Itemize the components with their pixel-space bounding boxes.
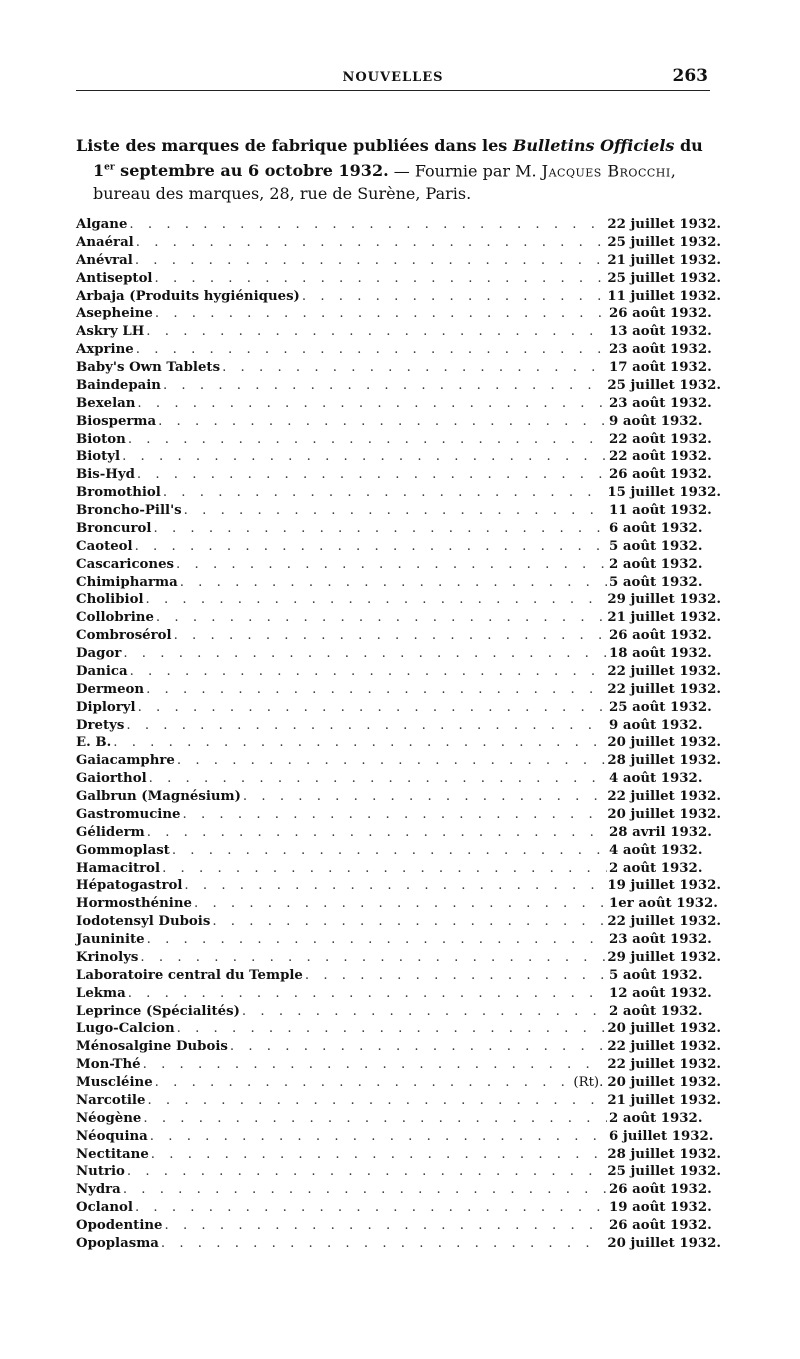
trademark-name: Broncho-Pill's (76, 503, 182, 518)
list-item (76, 448, 721, 466)
trademark-name: Mon-Thé (76, 1057, 141, 1073)
leader-dots (137, 395, 607, 413)
trademark-name: Gaiorthol (76, 771, 147, 787)
trademark-name: Bexelan (76, 395, 136, 411)
publication-date: 26 août 1932. (609, 628, 712, 644)
trademark-name: Bioton (76, 431, 126, 447)
leader-dots (123, 1181, 607, 1199)
trademark-name: Hormosthénine (76, 896, 192, 912)
intro-paragraph (76, 134, 716, 205)
publication-date: 11 août 1932. (609, 503, 712, 518)
leader-dots (302, 288, 606, 306)
publication-date: 29 juillet 1932. (607, 592, 721, 608)
publication-date: 25 juillet 1932. (607, 377, 721, 393)
leader-dots (177, 752, 606, 770)
leader-dots (136, 234, 606, 252)
publication-date: 19 juillet 1932. (607, 878, 721, 894)
leader-dots (127, 1163, 605, 1181)
trademark-name: Anaéral (76, 234, 134, 250)
entry-note: (Rt). (573, 1075, 604, 1090)
trademark-name: Biotyl (76, 449, 121, 465)
list-item (76, 520, 721, 538)
list-item (76, 1163, 721, 1181)
list-item (76, 1074, 721, 1092)
leader-dots (156, 609, 605, 627)
publication-date: 21 juillet 1932. (607, 1092, 721, 1108)
leader-dots (146, 591, 606, 609)
leader-dots (147, 824, 607, 842)
list-item (76, 484, 721, 502)
publication-date: 4 août 1932. (609, 842, 703, 858)
leader-dots (143, 1056, 606, 1074)
list-item (76, 323, 721, 341)
trademark-name: Broncurol (76, 520, 152, 536)
trademark-name: Gastromucine (76, 806, 181, 822)
list-item (76, 627, 721, 645)
publication-date: 5 août 1932. (609, 538, 703, 554)
leader-dots (147, 1092, 605, 1110)
publication-date: 2 août 1932. (609, 1110, 703, 1126)
trademark-name: Baby's Own Tablets (76, 360, 221, 375)
trademark-name: Biosperma (76, 413, 157, 429)
leader-dots (122, 448, 607, 466)
list-item (76, 860, 721, 878)
list-item (76, 806, 721, 824)
list-item (76, 413, 721, 431)
publication-date: 26 août 1932. (609, 1218, 712, 1233)
trademark-name: Algane (76, 217, 128, 232)
publication-date: 26 août 1932. (609, 1182, 712, 1198)
list-item (76, 699, 721, 717)
trademark-name: Opodentine (76, 1218, 163, 1233)
leader-dots (161, 1235, 605, 1253)
list-item (76, 431, 721, 449)
publication-date: 22 août 1932. (609, 431, 712, 447)
leader-dots (126, 717, 607, 735)
trademark-name: Cholibiol (76, 592, 144, 608)
leader-dots (165, 1217, 608, 1235)
leader-dots (128, 431, 607, 449)
leader-dots (128, 985, 607, 1003)
publication-date: 23 août 1932. (609, 932, 712, 947)
list-item (76, 949, 721, 967)
running-title: NOUVELLES (342, 70, 444, 85)
leader-dots (162, 860, 607, 878)
publication-date: 22 juillet 1932. (607, 663, 721, 679)
publication-date: 2 août 1932. (609, 1003, 703, 1019)
list-item (76, 591, 721, 609)
publication-date: 18 août 1932. (609, 646, 712, 661)
leader-dots (113, 734, 605, 752)
list-item (76, 216, 721, 234)
list-item (76, 967, 721, 985)
leader-dots (135, 1199, 607, 1217)
list-item (76, 1110, 721, 1128)
list-item (76, 770, 721, 788)
leader-dots (242, 1003, 607, 1021)
list-item (76, 538, 721, 556)
trademark-name: Krinolys (76, 949, 139, 965)
list-item (76, 663, 721, 681)
publication-date: 22 juillet 1932. (607, 1057, 721, 1073)
list-item (76, 877, 721, 895)
intro-line-1 (76, 134, 716, 157)
trademark-name: Muscléine (76, 1075, 153, 1090)
leader-dots (155, 1074, 568, 1092)
list-item (76, 717, 721, 735)
list-item (76, 341, 721, 359)
trademark-name: Oclanol (76, 1200, 133, 1216)
publication-date: 9 août 1932. (609, 717, 703, 733)
trademark-name: Nydra (76, 1182, 121, 1198)
trademark-name: Opoplasma (76, 1235, 159, 1251)
leader-dots (177, 1020, 606, 1038)
publication-date: 23 août 1932. (609, 395, 712, 411)
trademark-name: Dagor (76, 646, 122, 661)
list-item (76, 1217, 721, 1235)
trademark-name: Diploryl (76, 699, 136, 715)
leader-dots (172, 842, 607, 860)
trademark-name: Hépatogastrol (76, 878, 183, 894)
author-name: Jacques Brocchi (541, 161, 671, 181)
publication-date: 25 juillet 1932. (607, 1164, 721, 1180)
trademark-name: Jauninite (76, 932, 145, 947)
publication-date: 2 août 1932. (609, 860, 703, 876)
publication-date: 28 juillet 1932. (607, 753, 721, 769)
trademark-name: Hamacitrol (76, 860, 161, 876)
list-item (76, 252, 721, 270)
leader-dots (243, 788, 605, 806)
trademark-name: Ménosalgine Dubois (76, 1039, 228, 1055)
list-item (76, 502, 721, 520)
trademark-name: Combrosérol (76, 628, 172, 644)
publication-date: 25 juillet 1932. (607, 270, 721, 286)
leader-dots (149, 770, 607, 788)
list-item (76, 752, 721, 770)
publication-date: 20 juillet 1932. (607, 735, 721, 751)
trademark-name: Chimipharma (76, 574, 178, 590)
trademark-name: Arbaja (Produits hygiéniques) (76, 288, 300, 304)
trademark-name: Gommoplast (76, 842, 170, 858)
leader-dots (123, 645, 607, 663)
intro-line-2: 1er septembre au 6 octobre 1932. — Fournie par M. Jacques Brocchi, (93, 161, 676, 181)
leader-dots (183, 806, 606, 824)
publication-date: 13 août 1932. (609, 324, 712, 340)
leader-dots (174, 627, 607, 645)
trademark-list (76, 216, 721, 1253)
leader-dots (146, 323, 607, 341)
publication-date: 26 août 1932. (609, 306, 712, 322)
publication-date: 19 août 1932. (609, 1200, 712, 1216)
leader-dots (135, 538, 607, 556)
list-item (76, 931, 721, 949)
trademark-name: Laboratoire central du Temple (76, 967, 303, 983)
trademark-name: Dretys (76, 717, 125, 733)
list-item (76, 1235, 721, 1253)
leader-dots (212, 913, 605, 931)
publication-date: 21 juillet 1932. (607, 610, 721, 626)
leader-dots (305, 967, 607, 985)
trademark-name: Asepheine (76, 306, 153, 322)
list-item (76, 1056, 721, 1074)
trademark-name: Collobrine (76, 610, 154, 626)
trademark-name: Askry LH (76, 324, 145, 340)
intro-line-3: bureau des marques, 28, rue de Surène, Paris. (93, 184, 472, 204)
publication-date: 20 juillet 1932. (607, 1075, 721, 1090)
trademark-name: Danica (76, 663, 128, 679)
intro-italic-title: Bulletins Officiels (512, 136, 675, 155)
trademark-name: Narcotile (76, 1092, 146, 1108)
list-item (76, 985, 721, 1003)
page-number: 263 (672, 66, 708, 86)
trademark-name: Cascaricones (76, 556, 175, 572)
publication-date: 29 juillet 1932. (607, 949, 721, 965)
trademark-name: Dermeon (76, 681, 145, 697)
list-item (76, 1003, 721, 1021)
publication-date: 20 juillet 1932. (607, 1021, 721, 1037)
publication-date: 4 août 1932. (609, 771, 703, 787)
publication-date: 15 juillet 1932. (607, 485, 721, 501)
list-item (76, 734, 721, 752)
publication-date: 23 août 1932. (609, 342, 712, 358)
publication-date: 9 août 1932. (609, 413, 703, 429)
intro-text: du (674, 136, 703, 155)
intro-date-range: 1er septembre au 6 octobre 1932. (93, 161, 389, 181)
list-item (76, 288, 721, 306)
trademark-name: Galbrun (Magnésium) (76, 789, 241, 804)
intro-text: — Fournie par M. (388, 161, 542, 181)
list-item (76, 1092, 721, 1110)
trademark-name: Bis-Hyd (76, 467, 135, 483)
trademark-name: Néogène (76, 1110, 142, 1126)
list-item (76, 1199, 721, 1217)
leader-dots (143, 1110, 607, 1128)
trademark-name: Lugo-Calcion (76, 1021, 175, 1037)
trademark-name: Lekma (76, 985, 126, 1001)
leader-dots (136, 341, 607, 359)
publication-date: 28 avril 1932. (609, 824, 712, 840)
list-item (76, 270, 721, 288)
leader-dots (158, 413, 607, 431)
publication-date: 25 juillet 1932. (607, 234, 721, 250)
trademark-name: Baindepain (76, 377, 161, 393)
publication-date: 11 juillet 1932. (607, 288, 721, 304)
publication-date: 2 août 1932. (609, 556, 703, 572)
publication-date: 22 juillet 1932. (607, 789, 721, 804)
trademark-name: Nectitane (76, 1146, 149, 1162)
list-item (76, 556, 721, 574)
list-item (76, 645, 721, 663)
publication-date: 25 août 1932. (609, 699, 712, 715)
list-item (76, 234, 721, 252)
list-item (76, 681, 721, 699)
leader-dots (176, 556, 607, 574)
leader-dots (146, 681, 605, 699)
publication-date: 6 août 1932. (609, 520, 703, 536)
leader-dots (140, 949, 605, 967)
trademark-name: Axprine (76, 342, 134, 358)
publication-date: 22 juillet 1932. (607, 914, 721, 930)
publication-date: 5 août 1932. (609, 574, 703, 590)
leader-dots (154, 270, 605, 288)
list-item (76, 895, 721, 913)
page-header (76, 66, 710, 91)
publication-date: 5 août 1932. (609, 967, 703, 983)
publication-date: 22 août 1932. (609, 449, 712, 465)
leader-dots (184, 502, 607, 520)
publication-date: 26 août 1932. (609, 467, 712, 483)
list-item (76, 574, 721, 592)
list-item (76, 1038, 721, 1056)
list-item (76, 466, 721, 484)
list-item (76, 377, 721, 395)
publication-date: 22 juillet 1932. (607, 681, 721, 697)
publication-date: 28 juillet 1932. (607, 1146, 721, 1162)
list-item (76, 1146, 721, 1164)
leader-dots (151, 1146, 606, 1164)
leader-dots (180, 574, 607, 592)
publication-date: 21 juillet 1932. (607, 252, 721, 268)
leader-dots (150, 1128, 607, 1146)
list-item (76, 788, 721, 806)
leader-dots (222, 359, 607, 377)
leader-dots (194, 895, 607, 913)
list-item (76, 824, 721, 842)
list-item (76, 913, 721, 931)
leader-dots (163, 484, 606, 502)
trademark-name: Bromothiol (76, 485, 161, 501)
publication-date: 20 juillet 1932. (607, 806, 721, 822)
leader-dots (138, 699, 607, 717)
list-item (76, 609, 721, 627)
list-item (76, 842, 721, 860)
publication-date: 12 août 1932. (609, 985, 712, 1001)
trademark-name: Géliderm (76, 824, 145, 840)
trademark-name: Antiseptol (76, 270, 153, 286)
leader-dots (153, 520, 607, 538)
leader-dots (155, 305, 607, 323)
publication-date: 1er août 1932. (609, 896, 718, 912)
leader-dots (129, 216, 605, 234)
list-item (76, 1020, 721, 1038)
list-item (76, 305, 721, 323)
trademark-name: Iodotensyl Dubois (76, 914, 211, 930)
list-item (76, 395, 721, 413)
trademark-name: Caoteol (76, 538, 133, 554)
leader-dots (130, 663, 606, 681)
leader-dots (184, 877, 605, 895)
trademark-name: Néoquina (76, 1128, 148, 1144)
trademark-name: Nutrio (76, 1164, 125, 1180)
publication-date: 20 juillet 1932. (607, 1235, 721, 1251)
trademark-name: Anévral (76, 252, 133, 268)
leader-dots (137, 466, 607, 484)
publication-date: 17 août 1932. (609, 360, 712, 375)
publication-date: 22 juillet 1932. (607, 1039, 721, 1055)
leader-dots (135, 252, 606, 270)
leader-dots (163, 377, 605, 395)
list-item (76, 359, 721, 377)
publication-date: 22 juillet 1932. (607, 217, 721, 232)
intro-text: Liste des marques de fabrique publiées dans les (76, 136, 513, 155)
trademark-name: E. B. (76, 735, 112, 751)
list-item (76, 1128, 721, 1146)
leader-dots (230, 1038, 605, 1056)
publication-date: 6 juillet 1932. (609, 1128, 714, 1144)
trademark-name: Leprince (Spécialités) (76, 1003, 240, 1019)
list-item (76, 1181, 721, 1199)
leader-dots (147, 931, 607, 949)
trademark-name: Gaiacamphre (76, 753, 175, 769)
